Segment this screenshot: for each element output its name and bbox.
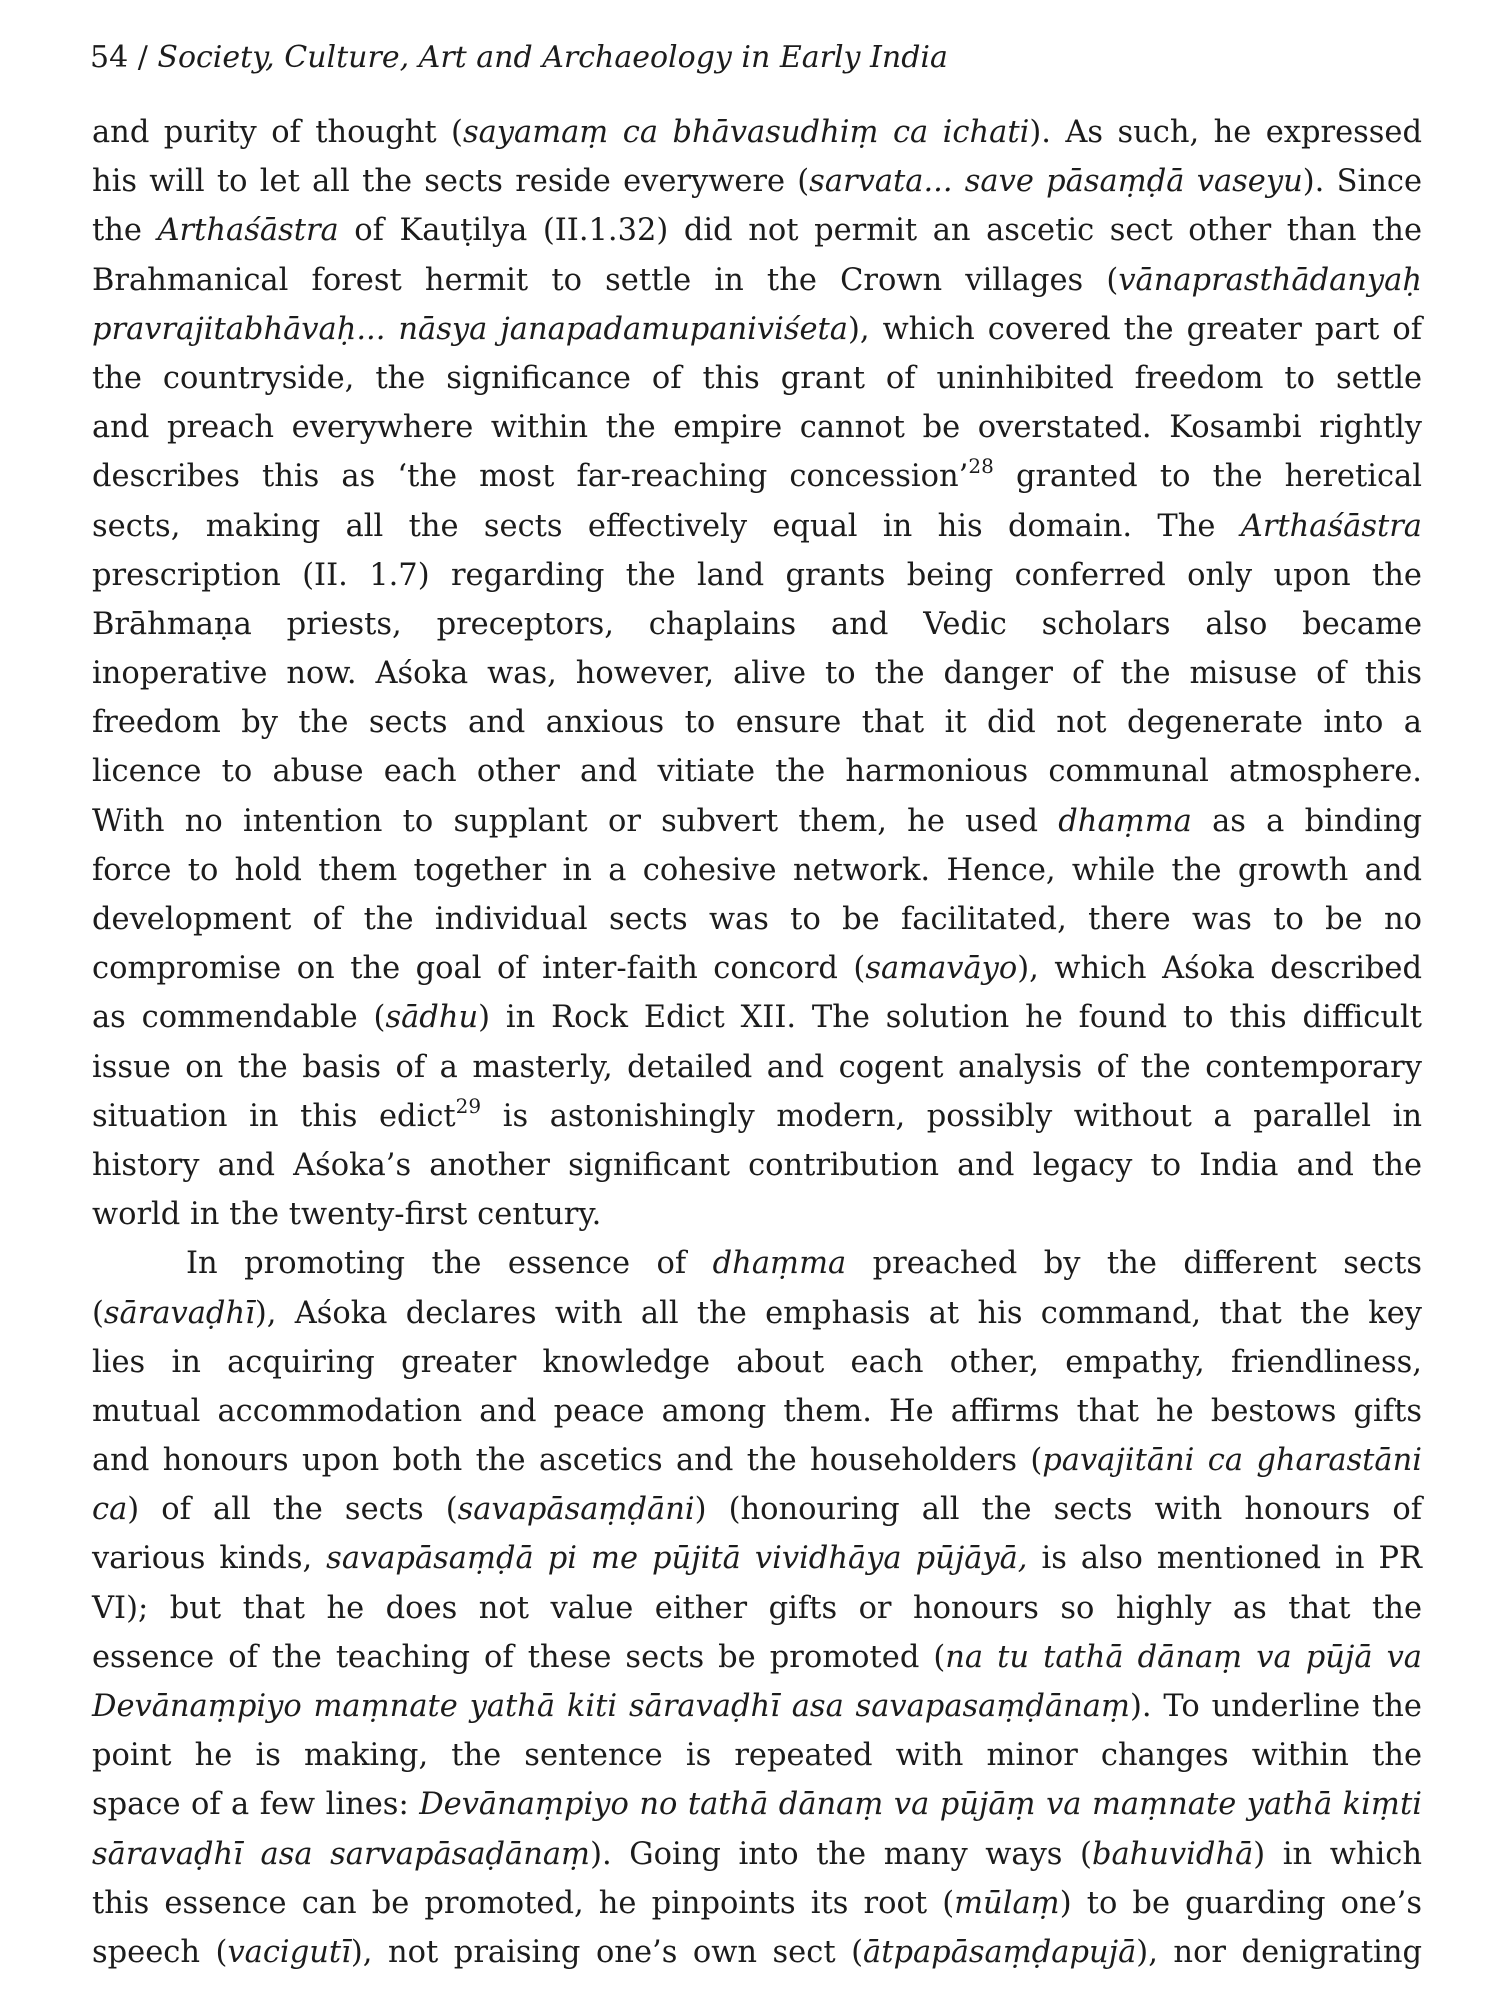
text-run: is also mentioned in PR <box>1027 1541 1422 1577</box>
book-title: Society, Culture, Art and Archaeology in Early India <box>157 40 948 75</box>
text-line <box>92 206 1422 255</box>
text-line <box>92 452 1422 501</box>
text-run: mutual accommodation and peace among them. He affirms that he bestows gifts <box>92 1393 1422 1429</box>
text-run: point he is making, the sentence is repeated with minor changes within the <box>92 1738 1422 1774</box>
italic-term: Devānaṃpiyo no tathā dānaṃ va pūjāṃ va maṃnate yathā kiṃti <box>419 1787 1422 1823</box>
text-run: speech ( <box>92 1934 228 1970</box>
text-run: ), nor denigrating <box>1136 1934 1422 1970</box>
text-run: world in the twenty-first century. <box>92 1197 602 1233</box>
text-run: essence of the teaching of these sects be promoted ( <box>92 1639 946 1675</box>
text-run: history and Aśoka’s another significant contribution and legacy to India and the <box>92 1147 1422 1183</box>
text-run: ) (honouring all the sects with honours of <box>694 1492 1422 1528</box>
text-line <box>92 698 1422 747</box>
text-run: is astonishingly modern, possibly without a parallel in <box>481 1098 1422 1134</box>
text-run: sects, making all the sects effectively equal in his domain. The <box>92 508 1241 544</box>
text-line <box>92 354 1422 403</box>
text-line <box>92 1731 1422 1780</box>
text-line <box>92 157 1422 206</box>
text-run: ). As such, he expressed <box>1029 115 1422 150</box>
text-run: freedom by the sects and anxious to ensure that it did not degenerate into a <box>92 705 1422 741</box>
text-run: development of the individual sects was to be facilitated, there was to be no <box>92 902 1422 937</box>
italic-term: savapāsaṃḍā pi me pūjitā vividhāya pūjāyā, <box>326 1541 1028 1577</box>
text-run: of Kauṭilya (II.1.32) did not permit an ascetic sect other than the <box>338 213 1422 249</box>
text-run: ) in which <box>1253 1836 1423 1872</box>
text-line <box>92 993 1422 1042</box>
italic-term: sayamaṃ ca bhāvasudhiṃ ca ichati <box>462 115 1030 150</box>
text-line <box>92 1387 1422 1436</box>
text-run: the countryside, the significance of this grant of uninhibited freedom to settle <box>92 360 1422 396</box>
text-line <box>92 305 1422 354</box>
footnote-ref: 29 <box>455 1093 482 1118</box>
text-run: compromise on the goal of inter-faith concord ( <box>92 951 866 987</box>
italic-term: dhaṃma <box>1058 803 1192 839</box>
text-run: ). Going into the many ways ( <box>590 1836 1092 1872</box>
text-run: ). To underline the <box>1130 1689 1422 1724</box>
text-run: ) in Rock Edict XII. The solution he found to this difficult <box>478 1000 1422 1036</box>
text-line <box>92 895 1422 944</box>
text-run: ), which covered the greater part of <box>847 311 1422 347</box>
text-run: lies in acquiring greater knowledge about each other, empathy, friendliness, <box>92 1344 1422 1380</box>
italic-term: Devānaṃpiyo maṃnate yathā kiti sāravaḍhī asa savapasaṃḍānaṃ <box>92 1689 1131 1724</box>
text-line <box>92 1338 1422 1387</box>
text-run: With no intention to supplant or subvert them, he used <box>92 803 1059 839</box>
italic-term: Arthaśāstra <box>1240 508 1422 544</box>
text-line <box>92 1141 1422 1190</box>
text-run: licence to abuse each other and vitiate the harmonious communal atmosphere. <box>92 754 1422 790</box>
italic-term: ca <box>92 1492 128 1528</box>
text-run: ) of all the sects ( <box>127 1492 458 1528</box>
text-run: granted to the heretical <box>993 459 1422 495</box>
text-run: the <box>92 213 158 249</box>
text-line <box>92 1928 1422 1977</box>
text-line <box>92 403 1422 452</box>
text-line <box>92 747 1422 796</box>
text-line <box>92 502 1422 551</box>
text-run: Brahmanical forest hermit to settle in the Crown villages ( <box>92 262 1119 298</box>
italic-term: dhaṃma <box>712 1246 847 1282</box>
text-line <box>92 944 1422 993</box>
text-run: and purity of thought ( <box>92 115 463 150</box>
text-run: situation in this edict <box>92 1098 456 1134</box>
text-line <box>92 1485 1422 1534</box>
footnote-ref: 28 <box>968 454 994 479</box>
text-run: inoperative now. Aśoka was, however, alive to the danger of the misuse of this <box>92 656 1422 692</box>
text-run: ) to be guarding one’s <box>1059 1885 1422 1921</box>
text-run: as commendable ( <box>92 1000 386 1036</box>
italic-term: pavajitāni ca gharastāni <box>1042 1443 1423 1479</box>
text-run: ( <box>92 1295 104 1331</box>
text-run: ), not praising one’s own sect ( <box>350 1934 864 1970</box>
italic-term: sāravaḍhī asa sarvapāsaḍānaṃ <box>92 1836 591 1872</box>
italic-term: vānaprasthādanyaḥ <box>1118 262 1422 298</box>
text-run: ), which Aśoka described <box>1017 951 1422 987</box>
italic-term: Arthaśāstra <box>157 213 339 249</box>
text-line <box>92 1043 1422 1092</box>
italic-term: samavāyo <box>865 951 1018 987</box>
text-line <box>92 1879 1422 1928</box>
text-run: this essence can be promoted, he pinpoints its root ( <box>92 1885 955 1921</box>
italic-term: bahuvidhā <box>1091 1836 1254 1872</box>
text-run: and preach everywhere within the empire cannot be overstated. Kosambi rightly <box>92 410 1422 446</box>
running-head-separator: / <box>137 40 148 75</box>
italic-term: sādhu <box>385 1000 479 1036</box>
text-run: VI); but that he does not value either gifts or honours so highly as that the <box>92 1590 1422 1626</box>
text-line <box>92 256 1422 305</box>
text-run: space of a few lines: <box>92 1787 420 1823</box>
text-line <box>92 1239 1422 1288</box>
text-run: and honours upon both the ascetics and the householders ( <box>92 1443 1043 1479</box>
text-run: force to hold them together in a cohesive network. Hence, while the growth and <box>92 852 1422 888</box>
text-line <box>92 1289 1422 1338</box>
text-line <box>92 1190 1422 1239</box>
text-line <box>92 846 1422 895</box>
text-line <box>92 1682 1422 1731</box>
text-line <box>92 797 1422 846</box>
text-line <box>92 1584 1422 1633</box>
text-run: issue on the basis of a masterly, detailed and cogent analysis of the contemporary <box>92 1049 1422 1085</box>
text-run: prescription (II. 1.7) regarding the land grants being conferred only upon the <box>92 557 1422 593</box>
text-run: various kinds, <box>92 1541 327 1577</box>
body-text <box>92 108 1422 1977</box>
italic-term: na tu tathā dānaṃ va pūjā va <box>945 1639 1422 1675</box>
italic-term: pravrajitabhāvaḥ... nāsya janapadamupaniviśeta <box>92 311 848 347</box>
text-run: ). Since <box>1302 164 1423 200</box>
italic-term: sāravaḍhī <box>103 1295 255 1331</box>
text-run: In promoting the essence of <box>186 1246 713 1282</box>
italic-term: mūlaṃ <box>954 1885 1060 1921</box>
text-run: as a binding <box>1191 803 1422 839</box>
text-line <box>92 108 1422 157</box>
text-line <box>92 1780 1422 1829</box>
italic-term: savapāsaṃḍāni <box>457 1492 695 1528</box>
text-line <box>92 600 1422 649</box>
italic-term: sarvata... save pāsaṃḍā vaseyu <box>809 164 1303 200</box>
text-line <box>92 1092 1422 1141</box>
italic-term: vacigutī <box>227 1934 351 1970</box>
text-run: his will to let all the sects reside everywere ( <box>92 164 810 200</box>
text-run: ), Aśoka declares with all the emphasis at his command, that the key <box>254 1295 1422 1331</box>
text-line <box>92 1633 1422 1682</box>
page-number: 54 <box>90 40 129 75</box>
italic-term: ātpapāsaṃḍapujā <box>863 1934 1137 1970</box>
running-head <box>90 36 948 80</box>
text-run: preached by the different sects <box>846 1246 1422 1282</box>
text-line <box>92 1830 1422 1879</box>
text-run: describes this as ‘the most far-reaching concession’ <box>92 459 969 495</box>
text-line <box>92 1534 1422 1583</box>
text-line <box>92 551 1422 600</box>
text-run: Brāhmaṇa priests, preceptors, chaplains and Vedic scholars also became <box>92 606 1422 642</box>
text-line <box>92 1436 1422 1485</box>
text-line <box>92 649 1422 698</box>
